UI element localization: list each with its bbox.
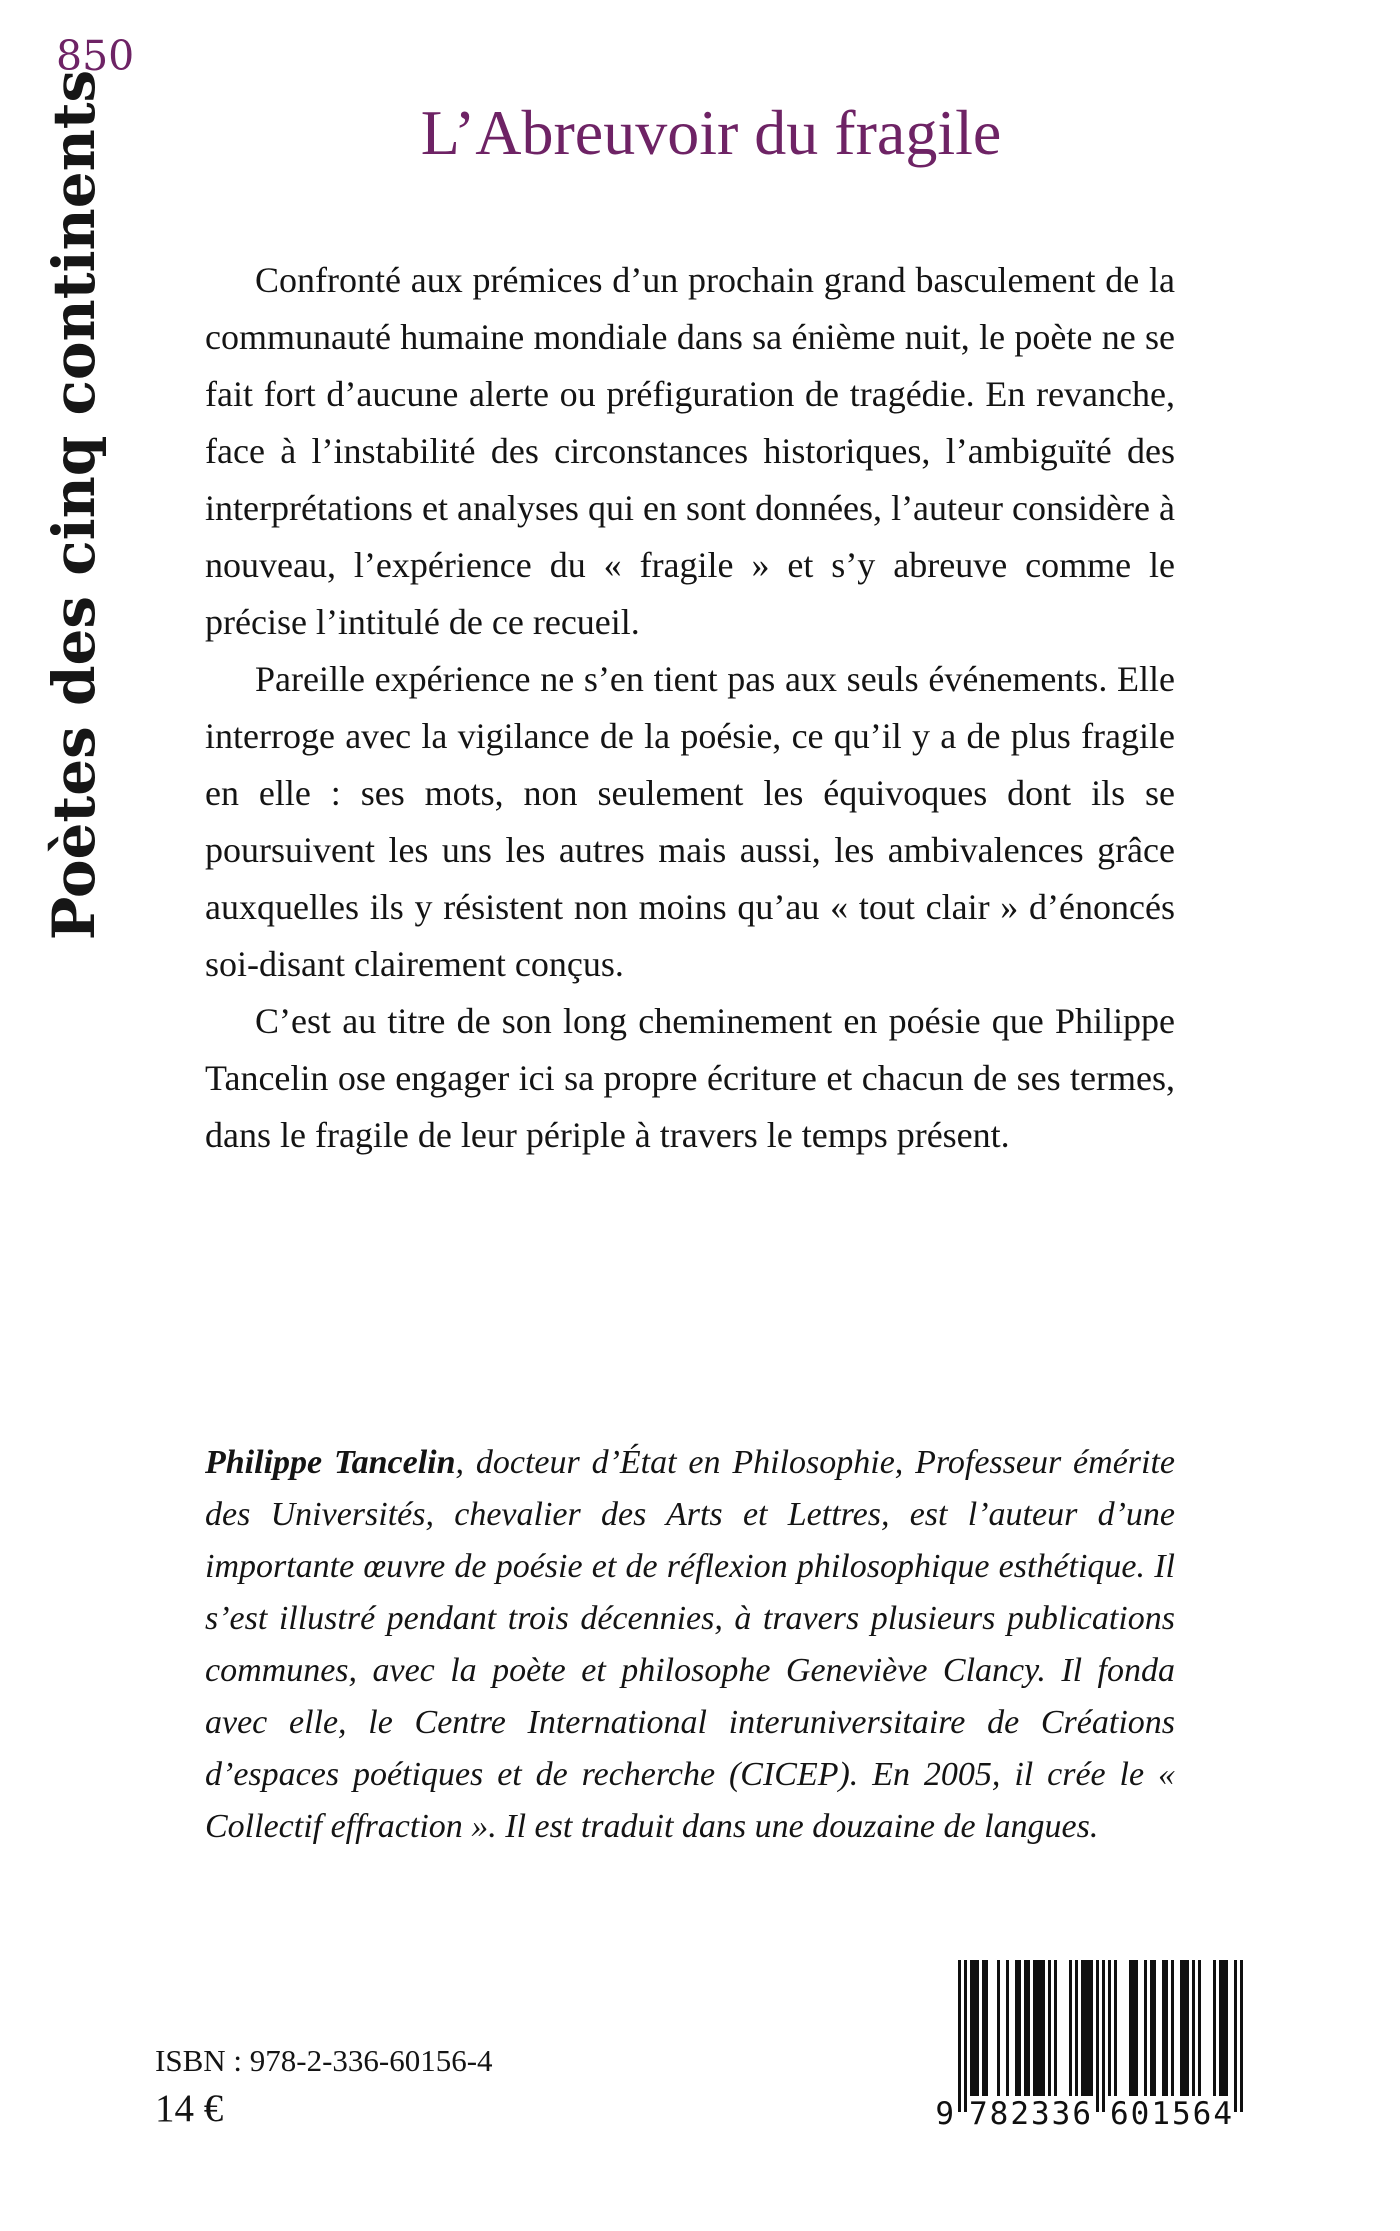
barcode-digits-left: 782336 [969, 2096, 1093, 2132]
author-bio [205, 1437, 1175, 1853]
synopsis-paragraph-3: C’est au titre de son long cheminement en poésie que Philippe Tancelin ose engager ici sa propre écriture et chacun de ses termes, dans le fragile de leur périple à travers le temps présent. [205, 1001, 1175, 1155]
collection-number: 850 [56, 32, 135, 80]
synopsis-paragraph-1: Confronté aux prémices d’un prochain grand basculement de la communauté humaine mondiale dans sa énième nuit, le poète ne se fait fort d’aucune alerte ou préfiguration de tragédie. En revanche, face à l’instabilité des circonstances historiques, l’ambiguïté des interprétations et analyses qui en sont données, l’auteur considère à nouveau, l’expérience du « fragile » et s’y abreuve comme le précise l’intitulé de ce recueil. [205, 260, 1175, 642]
author-name: Philippe Tancelin [205, 1444, 456, 1481]
synopsis [205, 252, 1175, 1164]
barcode-digits-right: 601564 [1110, 2096, 1234, 2132]
author-bio-text: , docteur d’État en Philosophie, Professeur émérite des Universités, chevalier des Arts et Lettres, est l’auteur d’une importante œuvre de poésie et de réflexion philosophique esthétique. Il s’est illustré pendant trois décennies, à travers plusieurs publications communes, avec la poète et philosophe Geneviève Clancy. Il fonda avec elle, le Centre International interuniversitaire de Créations d’espaces poétiques et de recherche (CICEP). En 2005, il crée le « Collectif effraction ». Il est traduit dans une douzaine de langues. [205, 1444, 1176, 1845]
synopsis-paragraph-2: Pareille expérience ne s’en tient pas aux seuls événements. Elle interroge avec la vigilance de la poésie, ce qu’il y a de plus fragile en elle : ses mots, non seulement les équivoques dont ils se poursuivent les uns les autres mais aussi, les ambivalences grâce auxquelles ils y résistent non moins qu’au « tout clair » d’énoncés soi-disant clairement conçus. [205, 659, 1175, 984]
isbn-text: ISBN : 978-2-336-60156-4 [155, 2043, 493, 2078]
ean13-barcode [935, 1960, 1245, 2132]
series-vertical-title: Poètes des cinq continents [40, 69, 108, 941]
author-bio-paragraph [205, 1437, 1175, 1853]
barcode-digit-leading: 9 [935, 2096, 954, 2132]
book-title: L’Abreuvoir du fragile [420, 97, 1002, 168]
barcode-bars [958, 1960, 1243, 2112]
price-text: 14 € [155, 2087, 224, 2130]
